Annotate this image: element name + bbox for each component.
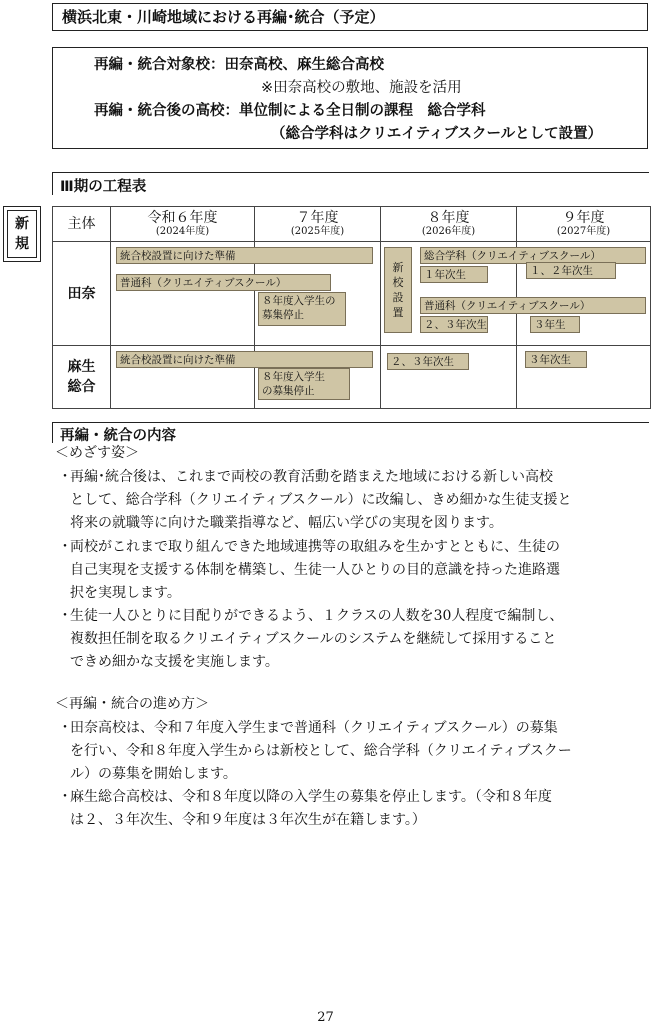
goal-bullet-2-line: 両校がこれまで取り組んできた地域連携等の取組みを生かすとともに、生徒の bbox=[70, 539, 560, 555]
new-char: 新 bbox=[392, 261, 404, 274]
row-label-tana: 田奈 bbox=[53, 242, 111, 346]
year-name: ７年度 bbox=[296, 210, 339, 226]
header-subject: 主体 bbox=[53, 207, 111, 242]
page-number: 27 bbox=[317, 1010, 334, 1025]
tana-stop-line1: ８年度入学生の bbox=[262, 295, 336, 307]
bullet-dot: ・ bbox=[58, 469, 72, 485]
year-sub: (2026年度) bbox=[421, 226, 476, 237]
schedule-header-row bbox=[53, 207, 651, 242]
year-name: ９年度 bbox=[562, 210, 605, 226]
bar-tana-y1: １年次生 bbox=[420, 266, 488, 283]
bar-tana-general: 普通科（クリエイティブスクール） bbox=[116, 274, 331, 291]
method-bullet-1-line: ル）の募集を開始します。 bbox=[70, 766, 237, 782]
bar-asao-prep: 統合校設置に向けた準備 bbox=[116, 351, 373, 368]
bullet-dot: ・ bbox=[58, 539, 72, 555]
row-label-asao-2: 総合 bbox=[67, 379, 96, 395]
method-bullet-2-line: は２、３年次生、令和９年度は３年次生が在籍します。） bbox=[70, 812, 426, 828]
bar-asao-stop bbox=[258, 368, 350, 400]
bar-asao-y3: ３年次生 bbox=[525, 351, 587, 368]
new-char: 設 bbox=[392, 291, 404, 304]
header-year-2026 bbox=[381, 207, 517, 242]
page-title: 横浜北東・川崎地域における再編･統合（予定） bbox=[62, 8, 385, 26]
goal-bullet-3-line: できめ細かな支援を実施します。 bbox=[70, 654, 279, 670]
bar-tana-y23: ２、３年次生 bbox=[420, 316, 488, 333]
year-sub: (2024年度) bbox=[155, 226, 210, 237]
new-char: 校 bbox=[392, 276, 404, 289]
bar-tana-y3: ３年生 bbox=[530, 316, 580, 333]
goal-bullet-2-line: 自己実現を支援する体制を構築し、生徒一人ひとりの目的意識を持った進路選 bbox=[70, 562, 560, 578]
goal-bullet-2-line: 択を実現します。 bbox=[70, 585, 181, 601]
bar-tana-prep: 統合校設置に向けた準備 bbox=[116, 247, 373, 264]
method-heading: ＜再編・統合の進め方＞ bbox=[55, 696, 209, 712]
new-char: 置 bbox=[392, 306, 404, 319]
goal-bullet-3-line: 生徒一人ひとりに目配りができるよう、１クラスの人数を30人程度で編制し、 bbox=[70, 608, 564, 624]
summary-course-note: （総合学科はクリエイティブスクールとして設置） bbox=[271, 126, 603, 142]
bar-tana-y12: １、２年次生 bbox=[526, 262, 616, 279]
tana-stop-line2: 募集停止 bbox=[262, 309, 304, 321]
summary-box bbox=[52, 47, 648, 149]
bullet-dot: ・ bbox=[58, 789, 72, 805]
method-bullet-2 bbox=[58, 786, 650, 832]
summary-note: ※田奈高校の敷地、施設を活用 bbox=[261, 80, 462, 96]
header-year-2025 bbox=[255, 207, 381, 242]
bar-tana-sogo: 総合学科（クリエイティブスクール） bbox=[420, 247, 646, 264]
row-label-asao-1: 麻生 bbox=[67, 359, 96, 375]
summary-new-school: 再編・統合後の高校：単位制による全日制の課程 総合学科 bbox=[94, 103, 486, 119]
content-heading: 再編・統合の内容 bbox=[60, 428, 176, 444]
schedule-heading: Ⅲ期の工程表 bbox=[60, 179, 147, 195]
year-sub: (2025年度) bbox=[290, 226, 345, 237]
year-sub: (2027年度) bbox=[556, 226, 611, 237]
new-badge-char1: 新 bbox=[15, 216, 29, 232]
goal-bullet-1-line: 将来の就職等に向けた職業指導など、幅広い学びの実現を図ります。 bbox=[70, 515, 503, 531]
method-bullet-1 bbox=[58, 717, 650, 786]
bullet-dot: ・ bbox=[58, 608, 72, 624]
method-bullet-1-line: 田奈高校は、令和７年度入学生まで普通科（クリエイティブスクール）の募集 bbox=[70, 720, 558, 736]
new-badge-char2: 規 bbox=[15, 236, 29, 252]
bar-tana-new-school bbox=[384, 247, 412, 333]
new-badge bbox=[3, 206, 41, 262]
goal-bullet-1 bbox=[58, 466, 650, 535]
goal-bullet-2 bbox=[58, 536, 650, 605]
goal-bullet-3 bbox=[58, 605, 650, 674]
goal-bullet-1-line: として、総合学科（クリエイティブスクール）に改編し、きめ細かな生徒支援と bbox=[70, 492, 572, 508]
header-year-2024 bbox=[111, 207, 255, 242]
header-year-2027 bbox=[517, 207, 651, 242]
method-bullet-2-line: 麻生総合高校は、令和８年度以降の入学生の募集を停止します。（令和８年度 bbox=[70, 789, 552, 805]
goal-bullet-1-line: 再編･統合後は、これまで両校の教育活動を踏まえた地域における新しい高校 bbox=[70, 469, 553, 485]
asao-stop-line1: ８年度入学生 bbox=[262, 371, 325, 383]
bullet-dot: ・ bbox=[58, 720, 72, 736]
row-label-asao bbox=[53, 346, 111, 409]
method-bullet-1-line: を行い、令和８年度入学生からは新校として、総合学科（クリエイティブスクー bbox=[70, 743, 572, 759]
summary-target-schools: 再編・統合対象校：田奈高校、麻生総合高校 bbox=[94, 57, 384, 73]
goal-heading: ＜めざす姿＞ bbox=[55, 445, 139, 461]
bar-tana-stop bbox=[258, 292, 346, 326]
asao-stop-line2: の募集停止 bbox=[262, 385, 315, 397]
year-name: ８年度 bbox=[427, 210, 470, 226]
bar-asao-y23: ２、３年次生 bbox=[387, 353, 469, 370]
goal-bullet-3-line: 複数担任制を取るクリエイティブスクールのシステムを継続して採用すること bbox=[70, 631, 557, 647]
bar-tana-general2: 普通科（クリエイティブスクール） bbox=[420, 297, 646, 314]
year-name: 令和６年度 bbox=[147, 210, 218, 226]
